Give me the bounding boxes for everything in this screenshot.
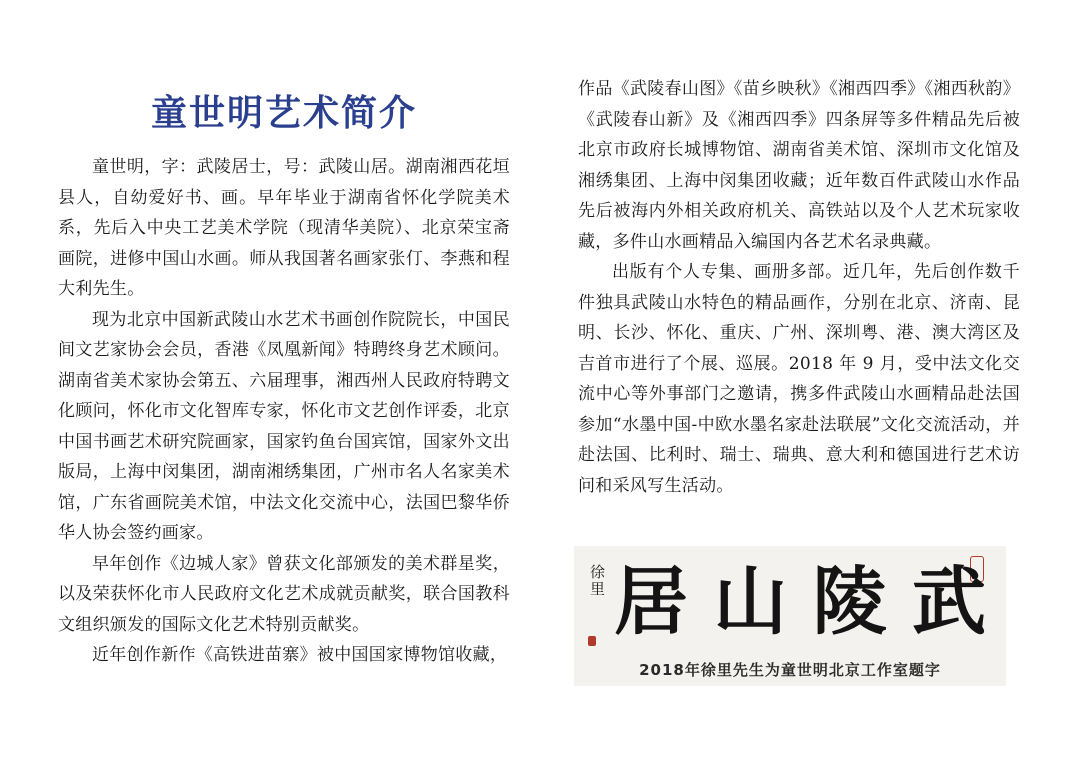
calligraphy-caption: 2018年徐里先生为童世明北京工作室题字 [639,661,941,679]
paragraph-positions: 现为北京中国新武陵山水艺术书画创作院院长，中国民间文艺家协会会员，香港《凤凰新闻》特聘终身艺术顾问。湖南省美术家协会第五、六届理事，湘西州人民政府特聘文化顾问，怀化市文化智库专家，怀化市文艺创作评委，北京中国书画艺术研究院画家，国家钓鱼台国宾馆，国家外文出版局，上海中闵集团，湖南湘绣集团，广州市名人名家美术馆，广东省画院美术馆，中法文化交流中心，法国巴黎华侨华人协会签约画家。 [58,309,510,543]
calligraphy-char: 陵 [812,559,887,645]
calligraphy-char: 武 [911,559,986,645]
paragraph-exhibitions: 出版有个人专集、画册多部。近几年，先后创作数千件独具武陵山水特色的精品画作，分别在北京、济南、昆明、长沙、怀化、重庆、广州、深圳粤、港、澳大湾区及吉首市进行了个展、巡展。2018 年 9 月，受中法文化交流中心等外事部门之邀请，携多件武陵山水画精品赴法国参加“水墨中国-中欧水墨名家赴法联展”文化交流活动，并赴法国、比利时、瑞士、瑞典、意大利和德国进行艺术访问和采风写生活动。 [578,262,1020,496]
paragraph-collections: 作品《武陵春山图》《苗乡映秋》《湘西四季》《湘西秋韵》《武陵春山新》及《湘西四季》四条屏等多件精品先后被北京市政府长城博物馆、湖南省美术馆、深圳市文化馆及湘绣集团、上海中闵集团收藏；近年数百件武陵山水作品先后被海内外相关政府机关、高铁站以及个人艺术玩家收藏，多件山水画精品入编国内各艺术名录典藏。 [578,79,1020,252]
paragraph-recent-works: 近年创作新作《高铁进苗寨》被中国国家博物馆收藏， [92,645,508,665]
left-column [58,88,510,671]
calligraphy-signature: 徐里 [588,564,606,598]
seal-stamp-icon [588,636,596,646]
calligraphy-char: 山 [713,559,788,645]
calligraphy-char: 居 [614,559,688,645]
calligraphy-characters [614,552,986,652]
right-column [578,74,1020,501]
calligraphy-image [574,546,1006,686]
paragraph-awards: 早年创作《边城人家》曾获文化部颁发的美术群星奖，以及荣获怀化市人民政府文化艺术成就贡献奖，联合国教科文组织颁发的国际文化艺术特别贡献奖。 [58,553,510,635]
paragraph-intro: 童世明，字：武陵居士，号：武陵山居。湖南湘西花垣县人，自幼爱好书、画。早年毕业于湖南省怀化学院美术系，先后入中央工艺美术学院（现清华美院）、北京荣宝斋画院，进修中国山水画。师从我国著名画家张仃、李燕和程大利先生。 [58,157,510,299]
page-title: 童世明艺术简介 [150,93,417,134]
